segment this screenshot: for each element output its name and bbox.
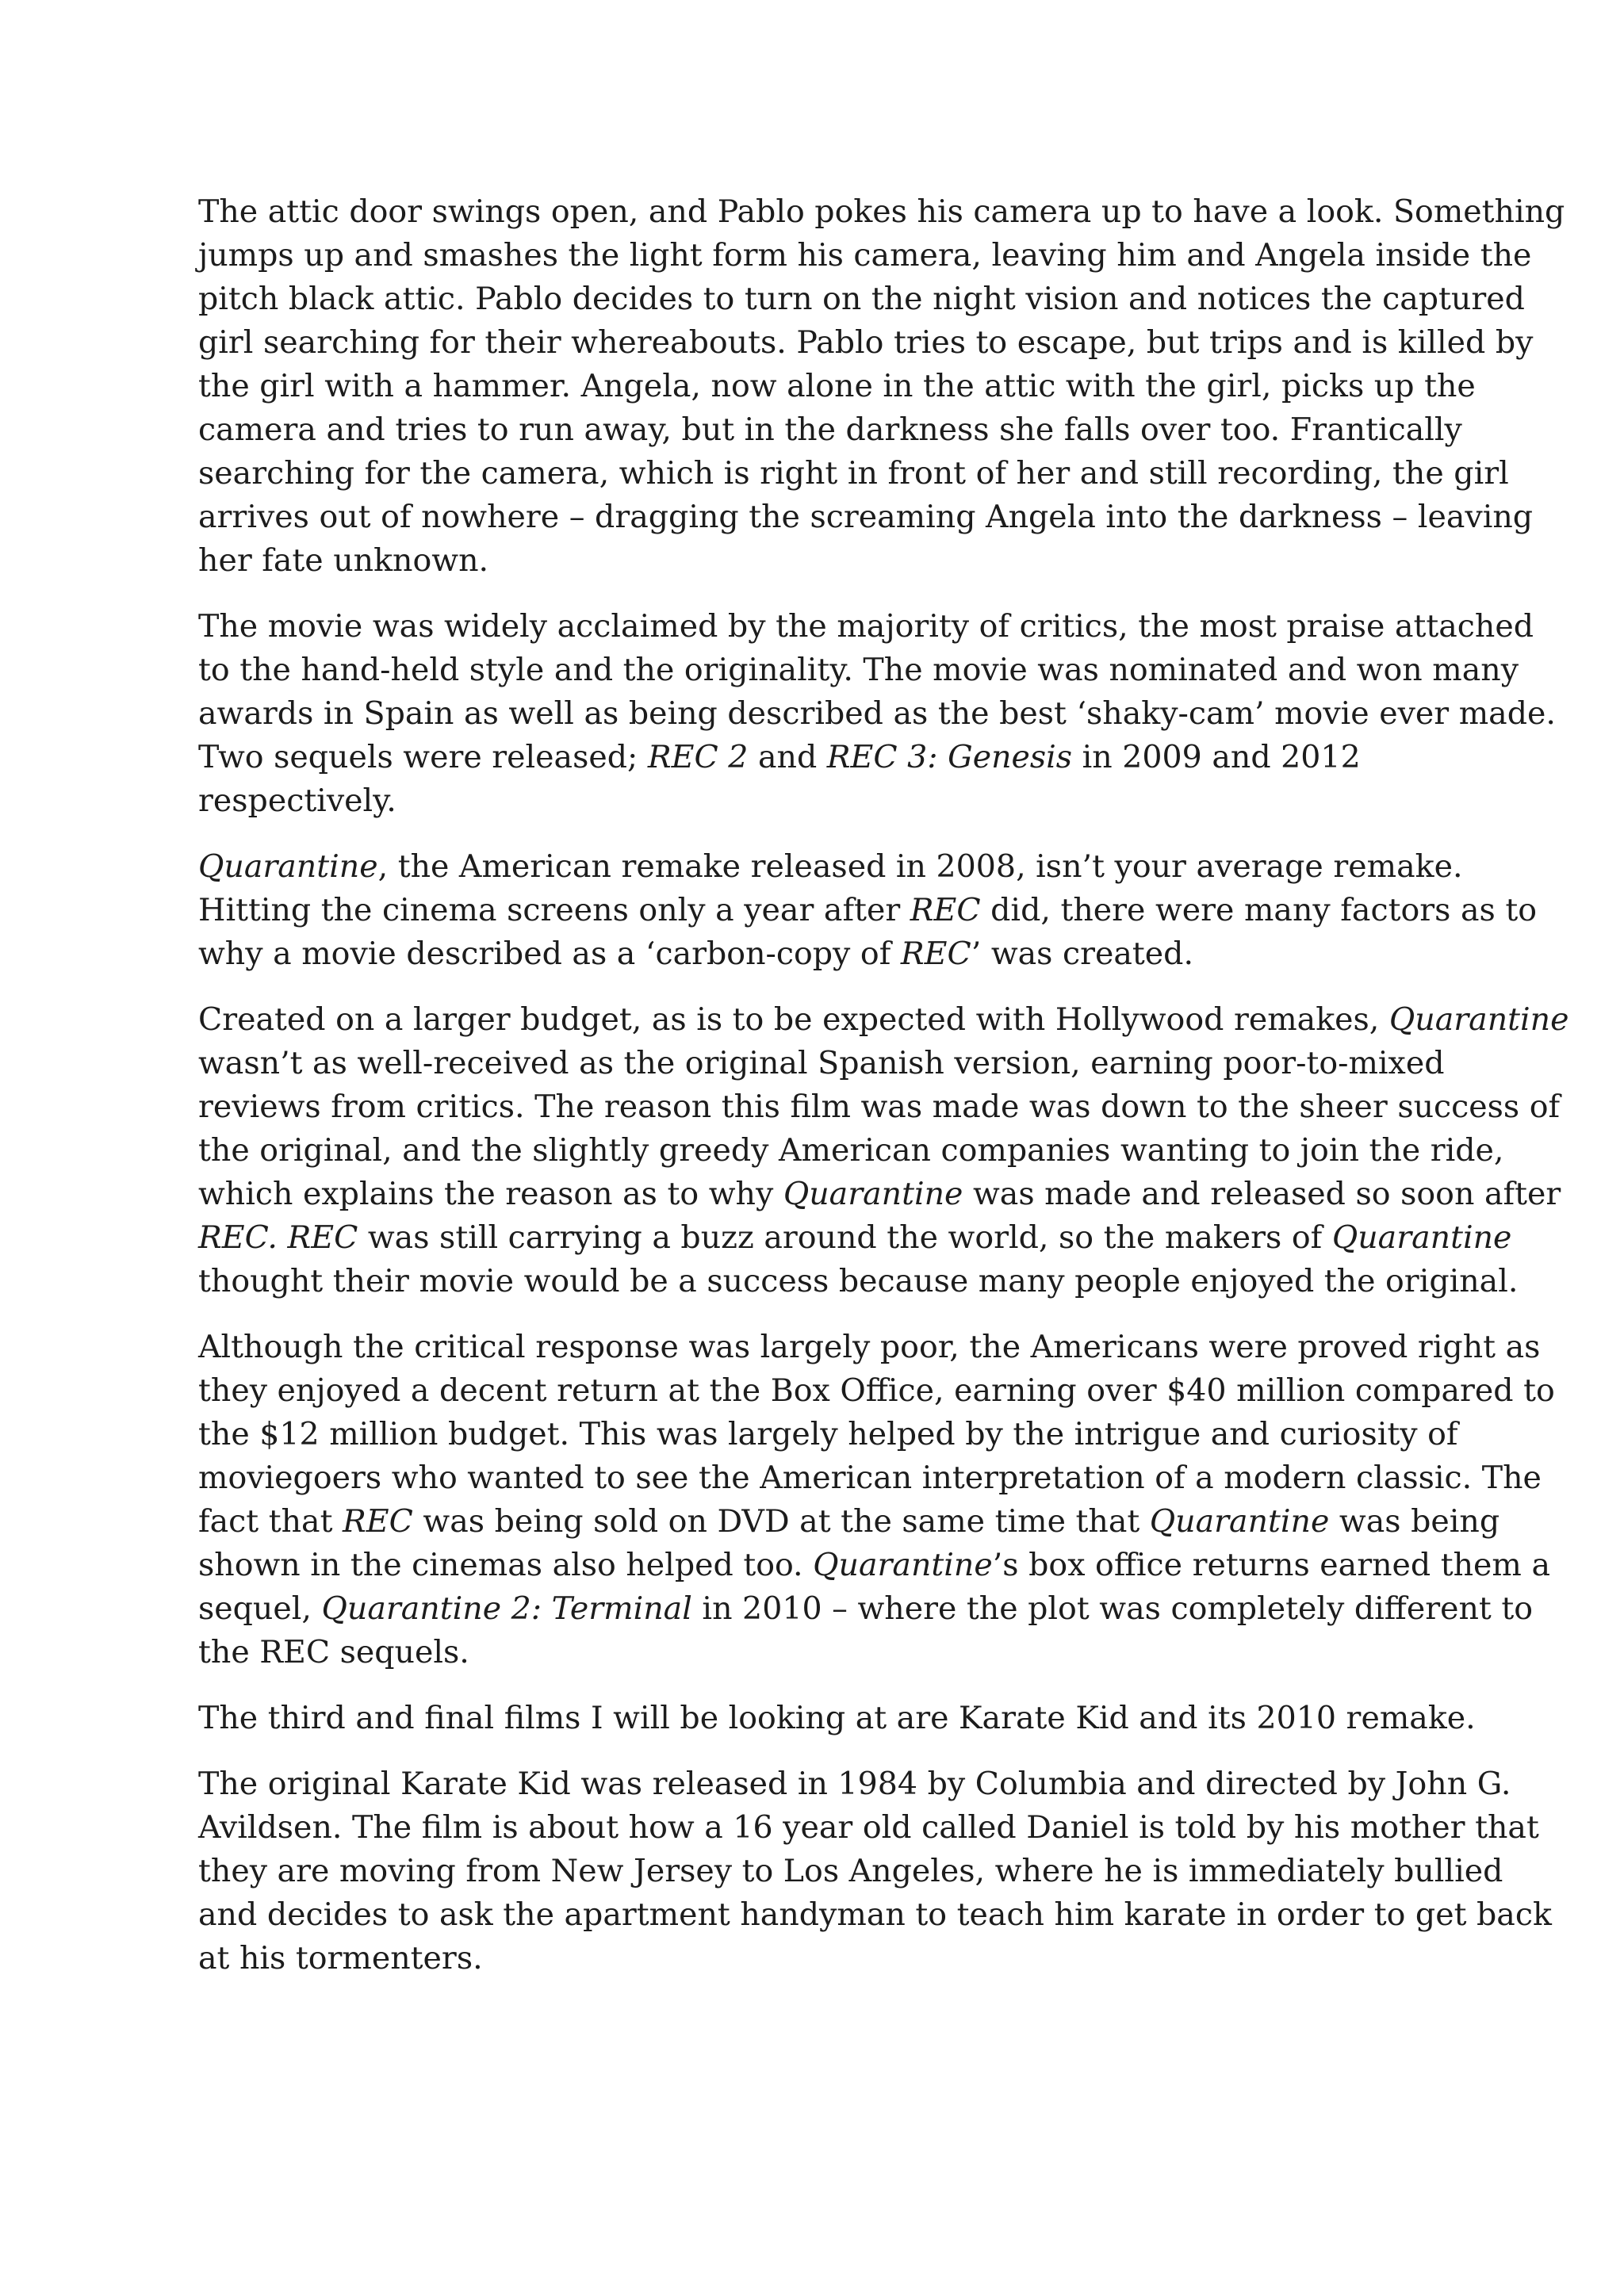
text-line: [198, 277, 1525, 321]
text-line: [198, 1326, 1541, 1369]
italic-title-text: REC 2: [647, 739, 749, 775]
text-segment: camera and tries to run away, but in the darkness she falls over too. Frantically: [198, 411, 1462, 448]
italic-title-text: Quarantine 2: Terminal: [321, 1590, 692, 1627]
text-segment: the $12 million budget. This was largely helped by the intrigue and curiosity of: [198, 1416, 1458, 1452]
text-segment: and: [748, 739, 827, 775]
paragraph: [198, 190, 1565, 583]
text-segment: at his tormenters.: [198, 1940, 483, 1976]
italic-title-text: REC: [900, 936, 971, 972]
text-line: [198, 845, 1463, 889]
text-line: [198, 1937, 1442, 1980]
text-segment: Created on a larger budget, as is to be expected with Hollywood remakes,: [198, 1001, 1389, 1038]
text-segment: The attic door swings open, and Pablo pokes his camera up to have a look. Something: [198, 193, 1565, 230]
text-line: [198, 1893, 1552, 1937]
text-line: [198, 1500, 1500, 1544]
text-segment: was being: [1329, 1503, 1500, 1540]
text-segment: ’s box office returns earned them a: [992, 1547, 1550, 1583]
italic-title-text: REC: [343, 1503, 413, 1540]
text-line: [198, 1587, 1533, 1631]
text-line: [198, 408, 1462, 452]
text-line: [198, 1129, 1504, 1173]
text-segment: the girl with a hammer. Angela, now alone in the attic with the girl, picks up the: [198, 368, 1476, 404]
text-line: [198, 1762, 1511, 1806]
text-segment: and decides to ask the apartment handyman to teach him karate in order to get back: [198, 1896, 1552, 1933]
italic-title-text: REC. REC: [198, 1219, 358, 1256]
text-line: [198, 1806, 1539, 1850]
text-line: [198, 190, 1565, 234]
text-segment: pitch black attic. Pablo decides to turn on the night vision and notices the captured: [198, 281, 1525, 317]
text-segment: they enjoyed a decent return at the Box Office, earning over $40 million compared to: [198, 1372, 1555, 1409]
text-line: [198, 889, 1537, 932]
text-line: [198, 1042, 1445, 1085]
text-line: [198, 1085, 1561, 1129]
text-segment: they are moving from New Jersey to Los Angeles, where he is immediately bullied: [198, 1853, 1503, 1889]
text-line: [198, 1631, 1442, 1674]
text-segment: thought their movie would be a success because many people enjoyed the original.: [198, 1263, 1519, 1299]
text-line: [198, 1456, 1542, 1500]
text-line: [198, 496, 1534, 539]
text-line: [198, 1413, 1458, 1456]
text-segment: , the American remake released in 2008, isn’t your average remake.: [377, 848, 1463, 885]
text-line: [198, 649, 1519, 692]
text-line: [198, 779, 1442, 823]
text-segment: the original, and the slightly greedy American companies wanting to join the ride,: [198, 1132, 1504, 1169]
text-segment: was still carrying a buzz around the world, so the makers of: [358, 1219, 1332, 1256]
text-line: [198, 1697, 1476, 1740]
text-line: [198, 365, 1476, 408]
text-segment: which explains the reason as to why: [198, 1176, 783, 1212]
text-segment: Although the critical response was largely poor, the Americans were proved right as: [198, 1329, 1541, 1365]
text-segment: moviegoers who wanted to see the American interpretation of a modern classic. The: [198, 1460, 1542, 1496]
text-segment: The original Karate Kid was released in 1984 by Columbia and directed by John G.: [198, 1766, 1511, 1802]
text-line: [198, 932, 1442, 976]
italic-title-text: Quarantine: [1331, 1219, 1512, 1256]
italic-title-text: REC 3: Genesis: [826, 739, 1073, 775]
text-segment: in 2010 – where the plot was completely different to: [691, 1590, 1533, 1627]
text-segment: wasn’t as well-received as the original Spanish version, earning poor-to-mixed: [198, 1045, 1445, 1081]
text-segment: respectively.: [198, 783, 396, 819]
paragraph: [198, 1326, 1555, 1674]
text-segment: Hitting the cinema screens only a year after: [198, 892, 910, 928]
italic-title-text: Quarantine: [813, 1547, 993, 1583]
text-line: [198, 1216, 1512, 1260]
text-segment: Two sequels were released;: [198, 739, 648, 775]
text-segment: fact that: [198, 1503, 343, 1540]
italic-title-text: Quarantine: [1149, 1503, 1330, 1540]
text-segment: why a movie described as a ‘carbon-copy of: [198, 936, 901, 972]
text-line: [198, 1544, 1550, 1587]
text-line: [198, 692, 1556, 736]
text-line: [198, 321, 1534, 365]
text-line: [198, 234, 1532, 277]
text-segment: the REC sequels.: [198, 1634, 469, 1670]
paragraph: [198, 1762, 1552, 1980]
text-line: [198, 998, 1569, 1042]
text-segment: jumps up and smashes the light form his camera, leaving him and Angela inside the: [198, 237, 1532, 274]
text-segment: reviews from critics. The reason this film was made was down to the sheer success of: [198, 1089, 1561, 1125]
text-segment: was being sold on DVD at the same time that: [412, 1503, 1150, 1540]
text-segment: did, there were many factors as to: [980, 892, 1537, 928]
text-line: [198, 1850, 1503, 1893]
text-segment: shown in the cinemas also helped too.: [198, 1547, 814, 1583]
text-line: [198, 736, 1442, 779]
text-segment: her fate unknown.: [198, 542, 489, 579]
italic-title-text: Quarantine: [783, 1176, 963, 1212]
italic-title-text: Quarantine: [198, 848, 378, 885]
text-line: [198, 1369, 1555, 1413]
text-segment: The third and final films I will be looking at are Karate Kid and its 2010 remake.: [198, 1700, 1476, 1736]
text-segment: girl searching for their whereabouts. Pablo tries to escape, but trips and is killed by: [198, 324, 1534, 361]
document-body: [198, 190, 1569, 1980]
text-line: [198, 539, 1442, 583]
text-line: [198, 1260, 1519, 1303]
paragraph: [198, 998, 1569, 1303]
text-segment: to the hand-held style and the originality. The movie was nominated and won many: [198, 652, 1519, 688]
text-segment: sequel,: [198, 1590, 322, 1627]
text-segment: awards in Spain as well as being described as the best ‘shaky-cam’ movie ever made.: [198, 695, 1556, 732]
paragraph: [198, 605, 1556, 823]
paragraph: [198, 1697, 1476, 1740]
text-line: [198, 605, 1534, 649]
text-line: [198, 452, 1509, 496]
paragraph: [198, 845, 1537, 976]
text-segment: The movie was widely acclaimed by the majority of critics, the most praise attached: [198, 608, 1534, 645]
text-segment: Avildsen. The film is about how a 16 year old called Daniel is told by his mother that: [198, 1809, 1539, 1846]
text-segment: in 2009 and 2012: [1072, 739, 1361, 775]
text-line: [198, 1173, 1561, 1216]
italic-title-text: Quarantine: [1388, 1001, 1569, 1038]
text-segment: searching for the camera, which is right in front of her and still recording, the girl: [198, 455, 1509, 492]
text-segment: arrives out of nowhere – dragging the screaming Angela into the darkness – leaving: [198, 499, 1534, 535]
text-segment: was made and released so soon after: [963, 1176, 1561, 1212]
text-segment: ’ was created.: [971, 936, 1194, 972]
italic-title-text: REC: [910, 892, 981, 928]
